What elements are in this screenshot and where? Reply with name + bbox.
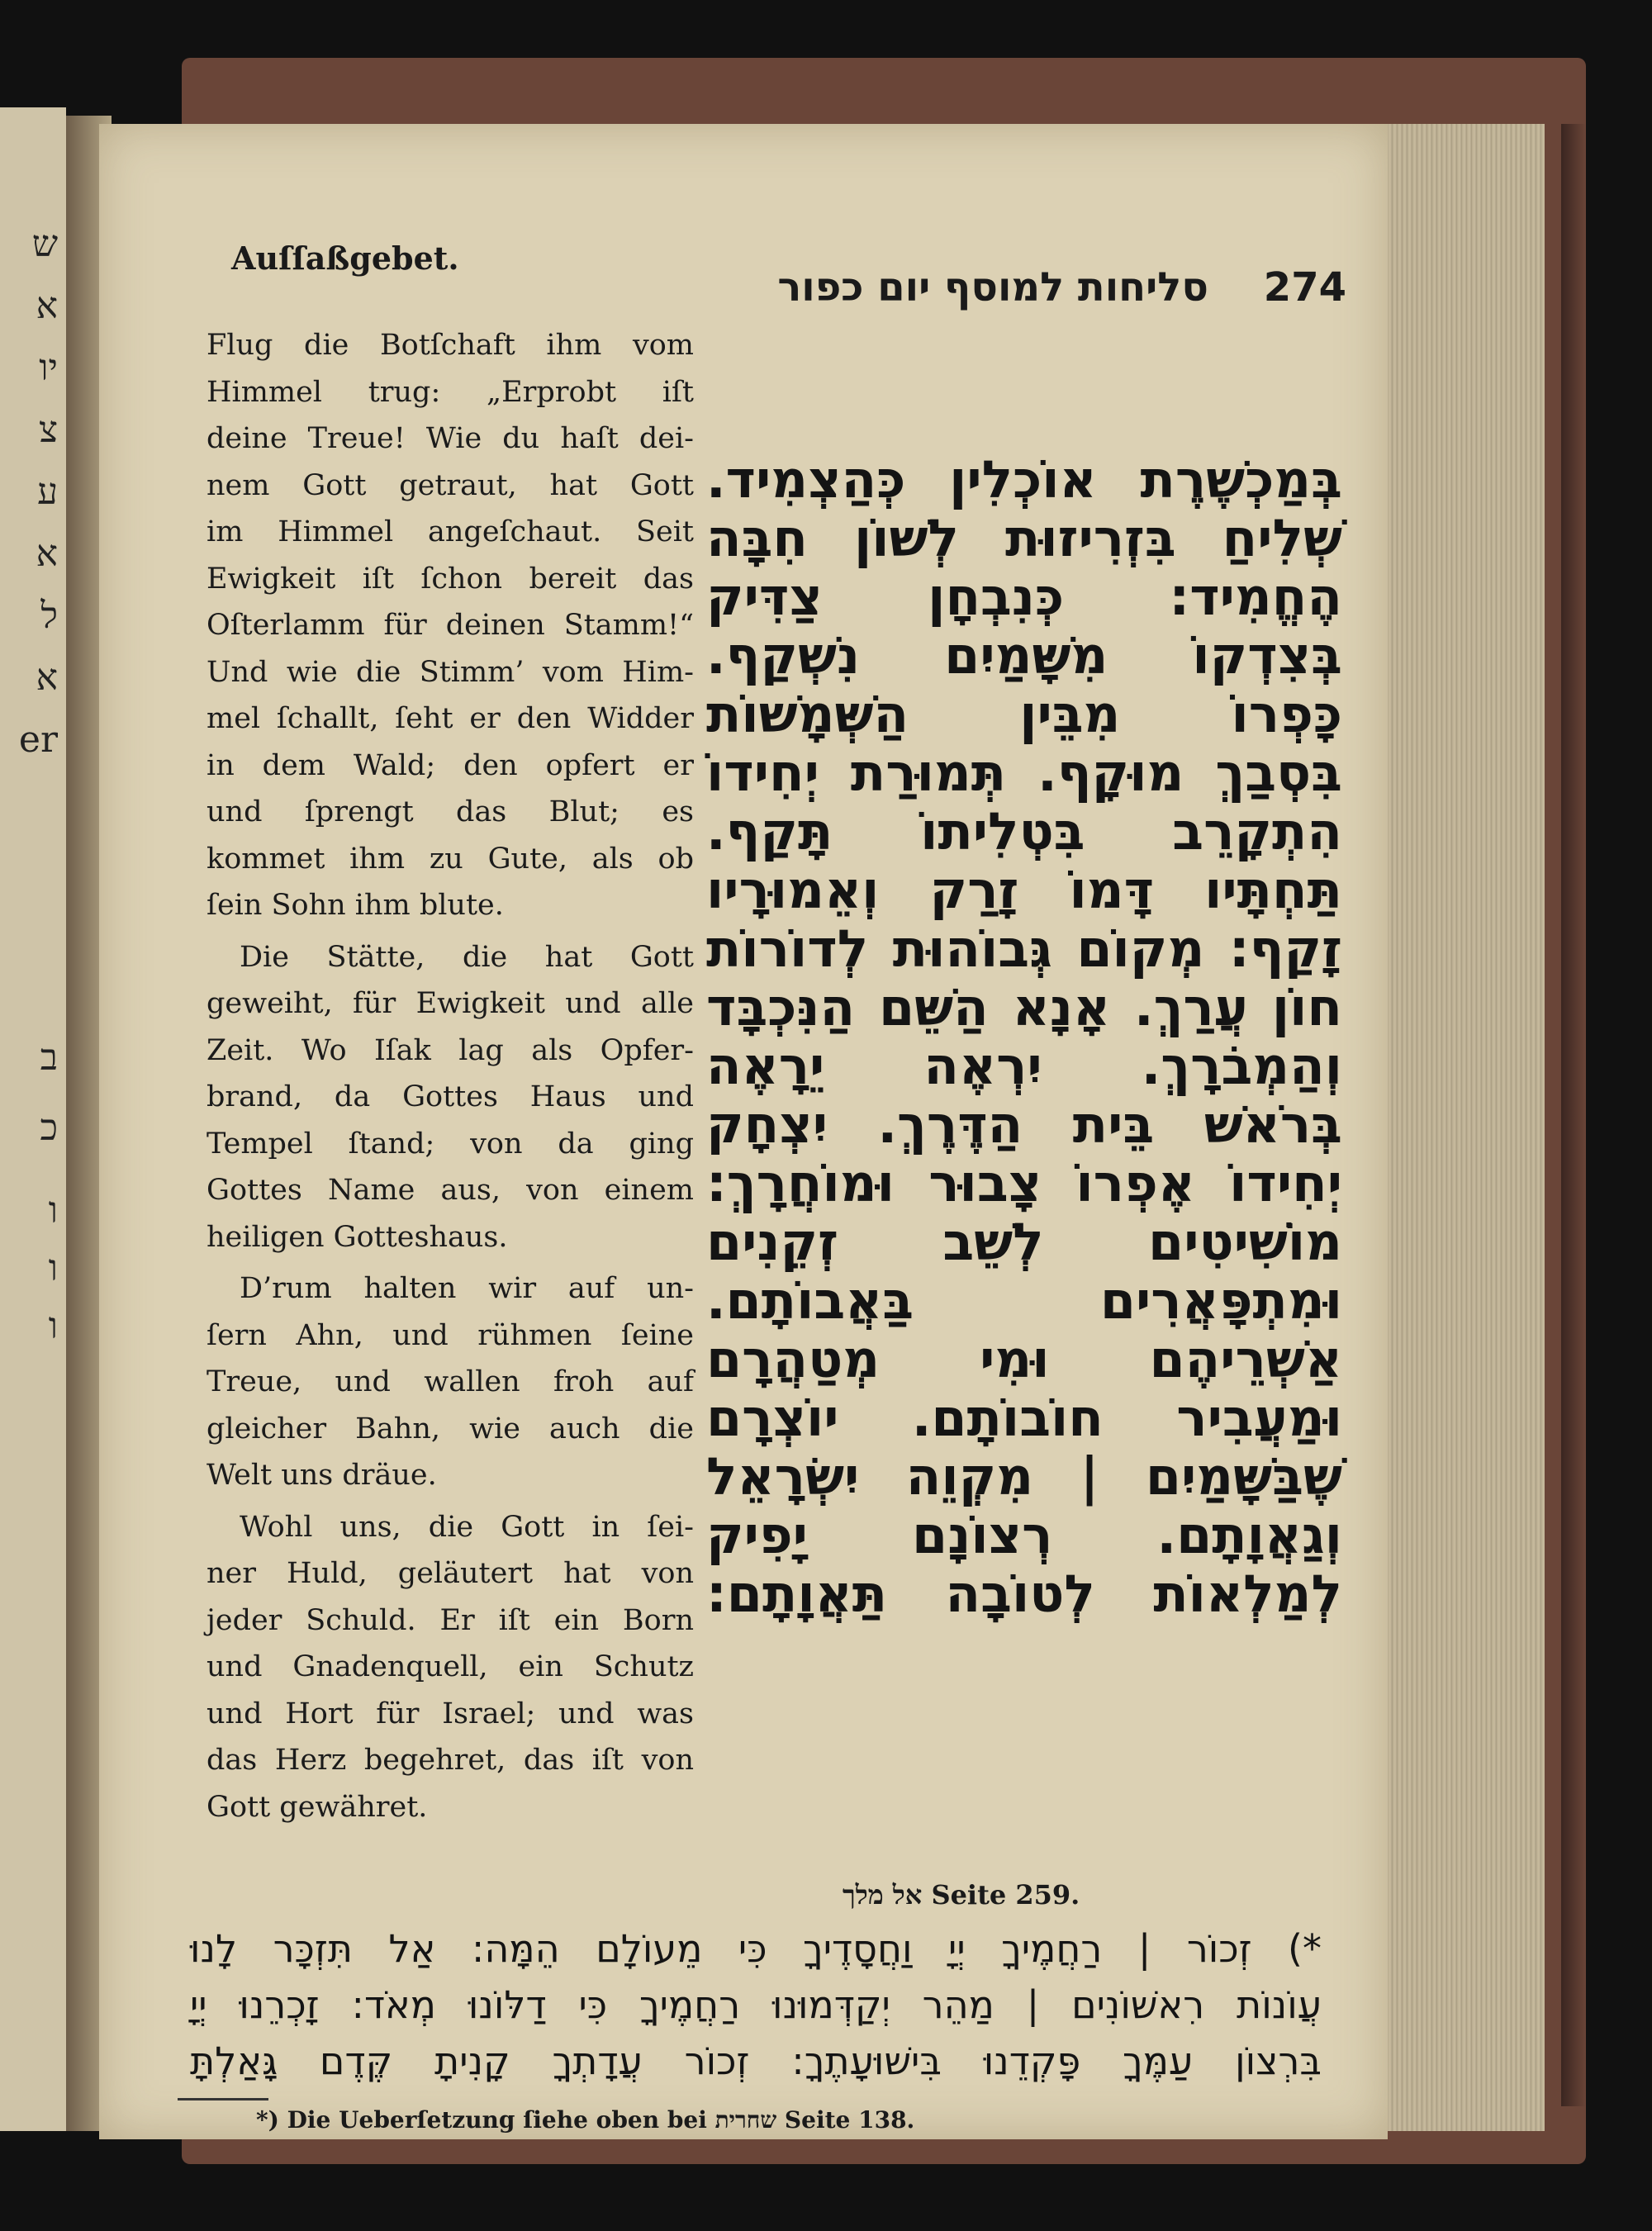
german-line: ner Huld, geläutert hat von (206, 1557, 694, 1590)
german-line: heiligen Gotteshaus. (206, 1220, 508, 1254)
hebrew-line: וְגַאֲוָתָם. רְצוֹנָם יָפִיק (706, 1505, 1342, 1565)
german-line: nem Gott getraut, hat Gott (206, 468, 694, 502)
german-text-column (206, 322, 694, 1830)
header-title-hebrew (777, 264, 1346, 311)
left-page-glyph: א (36, 285, 58, 327)
left-page-glyph: א (36, 657, 58, 699)
book-page (99, 124, 1388, 2139)
left-page-glyph: er (18, 719, 58, 761)
bottom-hebrew-block (190, 1920, 1322, 2089)
cover-edge-shadow (1561, 124, 1586, 2106)
german-line: ſein Sohn ihm blute. (206, 889, 504, 922)
hebrew-line: וְהַמְבֹרָךְ. יִרְאֶה יֵרָאֶה (706, 1036, 1342, 1096)
left-page-glyph: ו (48, 1247, 58, 1289)
left-page-glyph: ע (37, 471, 58, 513)
german-line: und Hort für Israel; und was (206, 1697, 694, 1730)
hebrew-line: תַּחְתָּיו דָּמוֹ זָרַק וְאֵמוּרָיו (706, 860, 1342, 920)
bottom-hebrew-line: בִּרְצוֹן עַמֶּךָ פָּקְדֵנוּ בִּישׁוּעָתֶךָ: זְכוֹר עֲדָתְךָ קָנִיתָ קֶּדֶם גָּאַלְתָּ (190, 2039, 1322, 2083)
german-line: Und wie die Stimm’ vom Him- (206, 655, 694, 689)
german-line: Oſterlamm für deinen Stamm!“ (206, 609, 694, 642)
left-page-glyph: ו (48, 1189, 58, 1232)
left-page-glyph: ב (40, 1037, 58, 1079)
left-page-edge (0, 107, 66, 2131)
german-line: Ewigkeit iſt ſchon bereit das (206, 562, 694, 596)
german-line: Die Stätte, die hat Gott (240, 940, 694, 974)
left-page-glyph: ש (31, 223, 58, 265)
german-line: Flug die Botſchaft ihm vom (206, 329, 694, 362)
left-page-glyph: יו (39, 347, 58, 389)
german-line: in dem Wald; den opfert er (206, 748, 694, 782)
hebrew-text-column (706, 450, 1342, 1623)
hebrew-line: אַשְׁרֵיהֶם וּמִי מְטַהֲרָם (706, 1329, 1342, 1389)
hebrew-line: שְׁלִיחַ בִּזְרִיזוּת לְשׁוֹן חִבָּה (706, 508, 1342, 568)
bottom-hebrew-line: *) זְכוֹר | רַחֲמֶיךָ יְיָ וַחֲסָדֶיךָ כִּי מֵעוֹלָם הֵמָּה: אַל תִּזְכָּר לָנוּ (190, 1926, 1322, 1971)
page-reference: אל מלך Seite 259. (843, 1879, 1080, 1911)
hebrew-line: חוֹן עֲרַךְ. אָנָא הַשֵּׁם הַנִּכְבָּד (706, 977, 1342, 1037)
bottom-hebrew-line: עֲוֹנוֹת רִאשׁוֹנִים | מַהֵר יְקַדְּמוּנוּ רַחֲמֶיךָ כִּי דַלּוֹנוּ מְאֹד: זָכְרֵנוּ יְיָ (190, 1982, 1322, 2027)
hebrew-line: הִתְקָרֵב בִּטְלִיתוֹ תָּקַף. (706, 801, 1342, 862)
hebrew-line: בְּמַכְשֶׁרֶת אוֹכְלִין כְּהַצְמִיד. (706, 449, 1342, 510)
hebrew-line: זָקַף: מְקוֹם גְּבוֹהוּת לְדוֹרוֹת (706, 919, 1342, 979)
left-page-glyph: א (36, 533, 58, 575)
hebrew-line: לְמַלְאוֹת לְטוֹבָה תַּאֲוָתָם: (706, 1564, 1342, 1624)
german-line: gleicher Bahn, wie auch die (206, 1412, 694, 1445)
hebrew-line: יְחִידוֹ אֶפְרוֹ צָבוּר וּמוֹחֲרָךְ: (706, 1153, 1342, 1213)
german-line: mel ſchallt, ſeht er den Widder (206, 702, 694, 735)
german-line: Treue, und wallen froh auf (206, 1365, 694, 1398)
hebrew-line: וּמִתְפָּאֲרִים בַּאֲבוֹתָם. (706, 1270, 1342, 1331)
german-line: im Himmel angeſchaut. Seit (206, 515, 694, 548)
hebrew-line: בִּסְבַךְ מוּקָף. תְּמוּרַת יְחִידוֹ (706, 743, 1342, 803)
page-number: 274 (1263, 264, 1346, 311)
german-line: das Herz begehret, das iſt von (206, 1744, 694, 1777)
german-line: D’rum halten wir auf un- (240, 1272, 694, 1305)
left-page-glyph: צ (38, 409, 58, 451)
german-line: ſern Ahn, und rühmen ſeine (206, 1318, 694, 1352)
german-line: geweiht, für Ewigkeit und alle (206, 987, 694, 1020)
hebrew-line: שֶׁבַּשָּׁמַיִם | מִקְוֵה יִשְׂרָאֵל (706, 1446, 1342, 1507)
german-line: Himmel trug: „Erprobt iſt (206, 375, 694, 409)
german-line: Zeit. Wo Iſak lag als Opfer- (206, 1033, 694, 1067)
german-line: Gott gewähret. (206, 1790, 428, 1824)
header-hebrew-text: סליחות למוסף יום כפור (777, 264, 1208, 311)
german-line: Welt uns dräue. (206, 1459, 437, 1492)
left-page-glyph: ו (48, 1305, 58, 1347)
german-line: und Gnadenquell, ein Schutz (206, 1650, 694, 1683)
hebrew-line: וּמַעֲבִיר חוֹבוֹתָם. יוֹצְרָם (706, 1388, 1342, 1448)
page-edges (1363, 124, 1545, 2131)
left-page-glyph: ל (40, 595, 58, 637)
hebrew-line: מוֹשִׁיטִים לְשֵׁב זְקֵנִים (706, 1212, 1342, 1272)
german-line: deine Treue! Wie du haſt dei- (206, 422, 694, 455)
hebrew-line: כָּפְרוֹ מִבֵּין הַשְּׁמָשׁוֹת (706, 684, 1342, 744)
german-line: und ſprengt das Blut; es (206, 795, 694, 828)
hebrew-line: בְּרֹאשׁ בֵּית הַדֶּרֶךְ. יִצְחָק (706, 1094, 1342, 1155)
hebrew-line: בְּצִדְקוֹ מִשָּׁמַיִם נִשְׁקַף. (706, 625, 1342, 686)
left-page-glyph: כ (40, 1107, 58, 1149)
german-line: Wohl uns, die Gott in ſei- (240, 1510, 694, 1544)
footnote-rule (178, 2098, 268, 2100)
german-line: kommet ihm zu Gute, als ob (206, 842, 694, 876)
footnote: *) Die Ueberſetzung ſiehe oben bei שחרית Seite 138. (256, 2106, 915, 2134)
hebrew-line: הֶחֱמִיד: כְּנִבְחָן צַדִּיק (706, 567, 1342, 627)
german-line: jeder Schuld. Er iſt ein Born (206, 1603, 694, 1637)
german-line: brand, da Gottes Haus und (206, 1080, 694, 1113)
german-line: Gottes Name aus, von einem (206, 1174, 694, 1207)
german-line: Tempel ſtand; von da ging (206, 1127, 694, 1161)
header-title-german: Auſſaßgebet. (231, 240, 459, 277)
